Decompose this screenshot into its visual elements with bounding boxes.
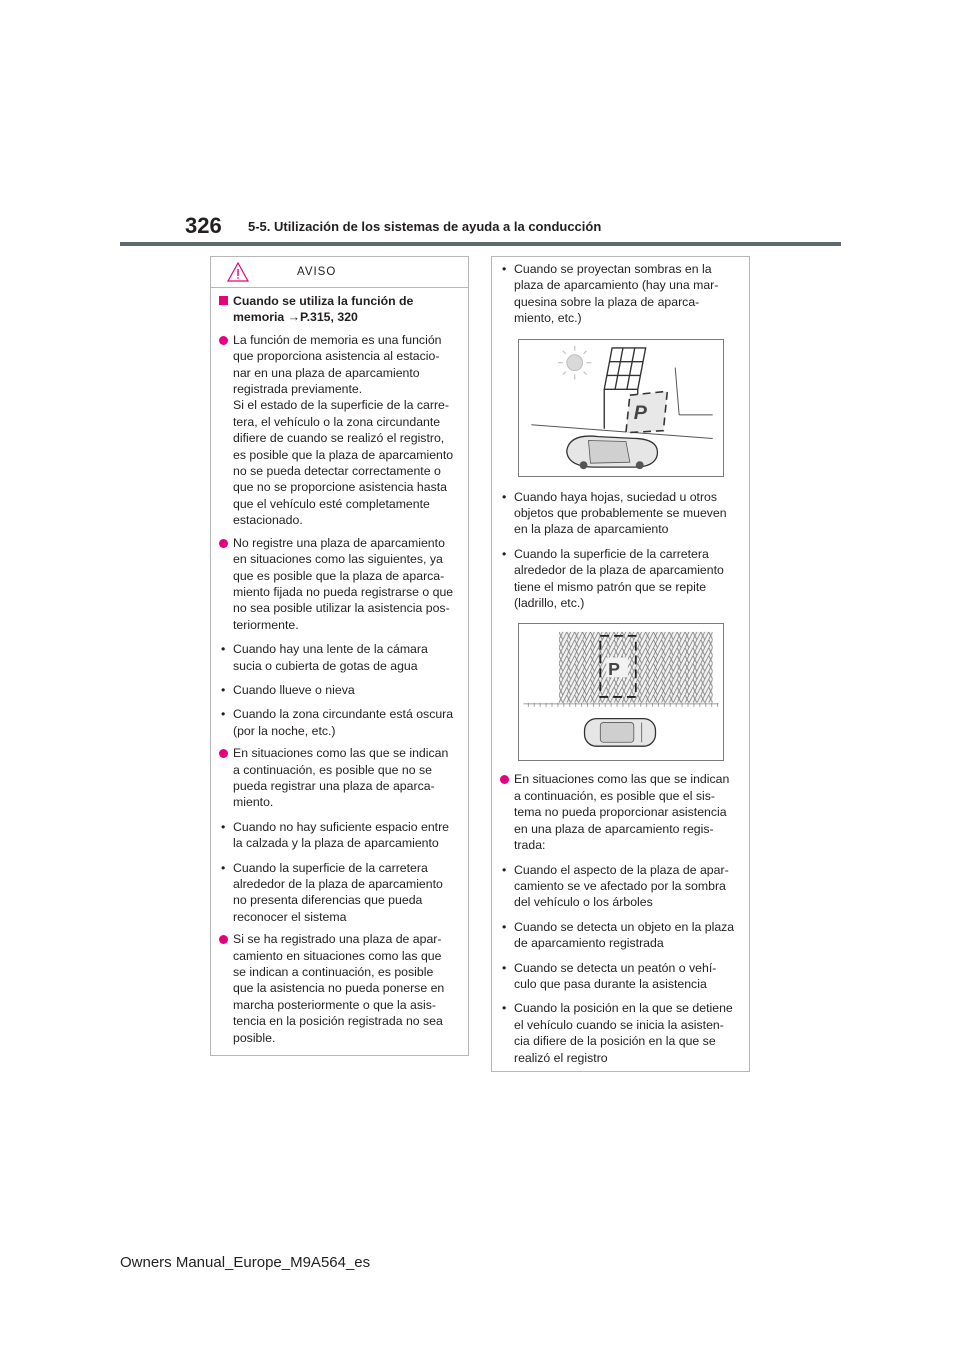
circle-bullet-icon: [219, 539, 228, 548]
list-item: [497, 261, 735, 327]
paragraph-no-assistance: [497, 771, 735, 853]
bullet-mark: •: [502, 546, 507, 561]
list-item-text: Cuando la superficie de la carretera alrededor de la plaza de aparcamiento tiene el mismo patrón que se repite (ladrillo, etc.): [514, 546, 724, 611]
brick-pattern-image: [519, 624, 723, 760]
paragraph-do-not-register: [216, 535, 454, 633]
paragraph-text: No registre una plaza de aparcamiento en situaciones como las siguientes, ya que es posible que la plaza de aparca-miento fijada no pueda registrarse o que no sea posible utilizar la asistencia pos-teriormente.: [233, 535, 454, 632]
list-item: [497, 489, 735, 538]
list-item-text: Cuando no hay suficiente espacio entre la calzada y la plaza de aparcamiento: [233, 819, 450, 851]
paragraph-memory-function: [216, 332, 454, 529]
warning-triangle-icon: [227, 262, 249, 282]
list-item: [216, 682, 454, 698]
bullet-mark: •: [502, 919, 507, 934]
list-item-text: Cuando se detecta un objeto en la plaza de aparcamiento registrada: [514, 919, 735, 951]
square-bullet-icon: [219, 296, 228, 305]
page-number: 326: [185, 213, 222, 238]
list-item: [216, 641, 454, 674]
parking-p-label: P: [607, 659, 620, 680]
sun-icon: [557, 346, 591, 380]
circle-bullet-icon: [219, 336, 228, 345]
list-item-text: Cuando se proyectan sombras en la plaza de aparcamiento (hay una mar-quesina sobre la plaza de aparca-miento, etc.): [514, 262, 719, 326]
car-icon: [566, 436, 657, 469]
bullet-mark: •: [221, 682, 226, 697]
paragraph-text: La función de memoria es una función que proporciona asistencia al estacio-nar en una plaza de aparcamiento registrada previamente.: [233, 332, 442, 397]
warning-header: [211, 257, 468, 288]
bullet-mark: •: [502, 1001, 507, 1016]
circle-bullet-icon: [500, 775, 509, 784]
list-item-text: Cuando se detecta un peatón o vehí-culo que pasa durante la asistencia: [514, 960, 717, 991]
footer-manual-id: Owners Manual_Europe_M9A564_es: [120, 1254, 371, 1271]
paragraph-text: En situaciones como las que se indican a continuación, es posible que el sis-tema no pueda proporcionar asistencia en una plaza de aparcamiento regis-trada:: [514, 772, 730, 853]
circle-bullet-icon: [219, 935, 228, 944]
bullet-mark: •: [502, 862, 507, 877]
parking-p-label: P: [633, 401, 647, 424]
header-rule: [120, 242, 841, 246]
list-item: [497, 919, 735, 952]
list-item: [497, 1000, 735, 1066]
list-item-text: Cuando haya hojas, suciedad u otros objetos que probablemente se mueven en la plaza de aparcamiento: [514, 489, 727, 537]
canopy-shadow-image: [519, 340, 723, 476]
list-item-text: Cuando hay una lente de la cámara sucia o cubierta de gotas de agua: [233, 642, 428, 673]
paragraph-cannot-register: [216, 745, 454, 811]
paragraph-registered-situations: [216, 931, 454, 1046]
bullet-mark: •: [502, 489, 507, 504]
bullet-mark: •: [221, 707, 226, 722]
curb: [523, 703, 718, 707]
list-item-text: Cuando la zona circundante está oscura (por la noche, etc.): [233, 707, 454, 738]
bullet-mark: •: [221, 819, 226, 834]
bullet-mark: •: [502, 960, 507, 975]
bullet-mark: •: [221, 642, 226, 657]
list-item-text: Cuando la posición en la que se detiene el vehículo cuando se inicia la asisten-cia difiere de la posición en la que se realizó el registro: [514, 1001, 733, 1065]
list-item: [497, 960, 735, 993]
bullet-mark: •: [502, 262, 507, 276]
illustration-canopy-shadow: [518, 339, 724, 477]
list-item-text: Cuando la superficie de la carretera alrededor de la plaza de aparcamiento no presenta diferencias que pueda reconocer el sistema: [233, 860, 443, 924]
circle-bullet-icon: [219, 749, 228, 758]
list-item: [216, 706, 454, 739]
list-item-text: Cuando el aspecto de la plaza de apar-camiento se ve afectado por la sombra del vehículo o los árboles: [514, 862, 729, 910]
illustration-brick-pattern: [518, 623, 724, 761]
heading-text: Cuando se utiliza la función de memoria →P.315, 320: [233, 294, 414, 325]
list-item-text: Cuando llueve o nieva: [233, 682, 355, 697]
list-item: [216, 819, 454, 852]
bullet-mark: •: [221, 860, 226, 875]
paragraph-text: En situaciones como las que se indican a continuación, es posible que no se pueda registrar una plaza de aparca-miento.: [233, 746, 449, 810]
car-icon: [584, 719, 655, 747]
warning-box-right: [491, 256, 750, 1072]
warning-box-left: [210, 256, 469, 1056]
warning-label: AVISO: [297, 266, 337, 278]
list-item: [497, 546, 735, 612]
section-title: 5-5. Utilización de los sistemas de ayuda a la conducción: [248, 219, 602, 234]
list-item: [216, 860, 454, 926]
list-item: [497, 862, 735, 911]
paragraph-text: Si se ha registrado una plaza de apar-camiento en situaciones como las que se indican a continuación, es posible que la asistencia no pueda ponerse en marcha posteriormente o que la asis-tencia en la posición registrada no sea posible.: [233, 932, 445, 1045]
warning-heading: [216, 293, 454, 326]
paragraph-text: Si el estado de la superficie de la carre-tera, el vehículo o la zona circundante difiere de cuando se realizó el registro, es posible que la plaza de aparcamiento no se pueda detectar correctamente o que no se proporcione asistencia hasta que el vehículo esté completamente estacionado.: [233, 398, 454, 528]
